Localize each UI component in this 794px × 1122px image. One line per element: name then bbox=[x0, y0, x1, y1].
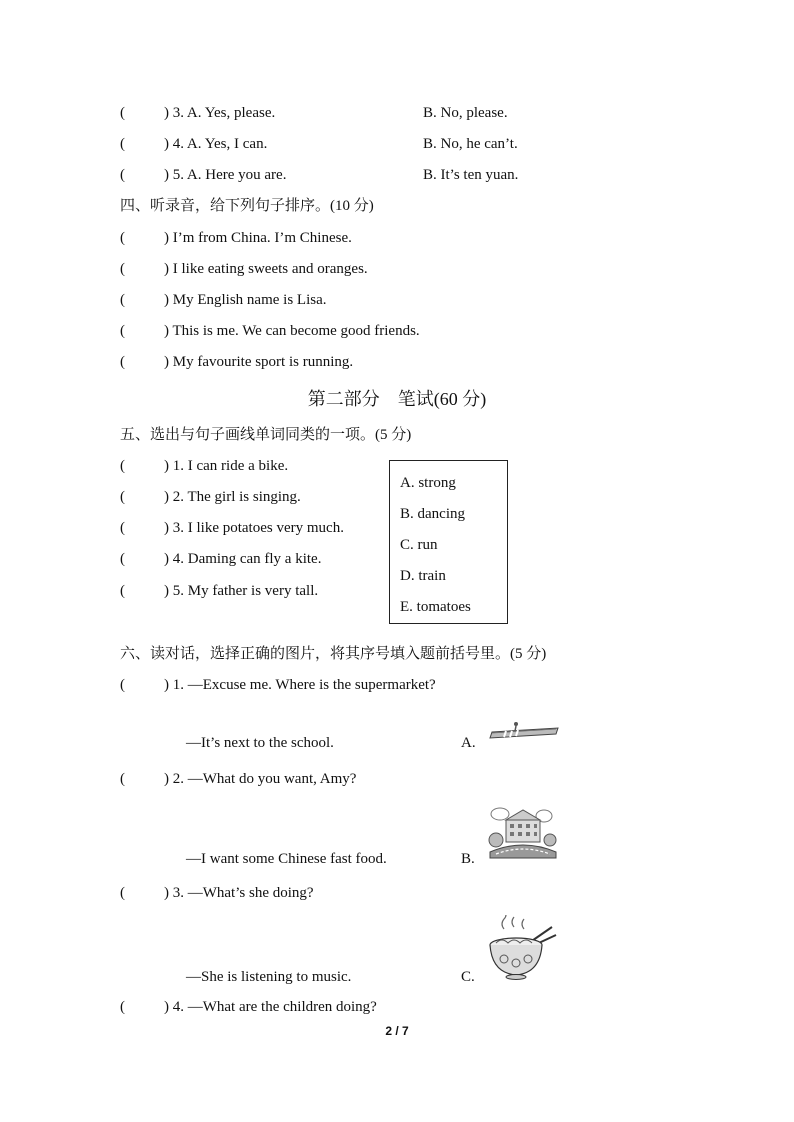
sentence-text: ) 4. Daming can fly a kite. bbox=[164, 551, 322, 567]
question-text: ) 1. —Excuse me. Where is the supermarket? bbox=[164, 677, 436, 693]
question-text: ) 4. A. Yes, I can. bbox=[164, 136, 268, 152]
option-b: B. No, he can’t. bbox=[423, 136, 518, 152]
answer-paren[interactable]: ( bbox=[120, 167, 125, 183]
option-item: B. dancing bbox=[400, 506, 465, 522]
sentence-text: ) 1. I can ride a bike. bbox=[164, 458, 289, 474]
question-row bbox=[120, 519, 344, 537]
question-row bbox=[120, 166, 286, 184]
answer-paren[interactable]: ( bbox=[120, 292, 125, 308]
answer-paren[interactable]: ( bbox=[120, 551, 125, 567]
option-b: B. No, please. bbox=[423, 105, 508, 121]
question-text: ) 3. A. Yes, please. bbox=[164, 105, 276, 121]
question-row bbox=[120, 884, 314, 902]
question-text: ) 4. —What are the children doing? bbox=[164, 999, 377, 1015]
question-row bbox=[120, 457, 288, 475]
answer-paren[interactable]: ( bbox=[120, 136, 125, 152]
answer-paren[interactable]: ( bbox=[120, 354, 125, 370]
answer-text: —She is listening to music. bbox=[186, 969, 352, 985]
answer-paren[interactable]: ( bbox=[120, 771, 125, 787]
option-b: B. It’s ten yuan. bbox=[423, 167, 519, 183]
sentence-text: ) My favourite sport is running. bbox=[164, 354, 354, 370]
answer-paren[interactable]: ( bbox=[120, 323, 125, 339]
question-row bbox=[120, 260, 368, 278]
park-city-icon bbox=[488, 802, 558, 860]
answer-paren[interactable]: ( bbox=[120, 520, 125, 536]
sentence-text: ) I like eating sweets and oranges. bbox=[164, 261, 368, 277]
answer-text: —It’s next to the school. bbox=[186, 735, 334, 751]
question-row bbox=[120, 550, 321, 568]
sentence-text: ) 2. The girl is singing. bbox=[164, 489, 301, 505]
sentence-text: ) 5. My father is very tall. bbox=[164, 583, 319, 599]
option-item: E. tomatoes bbox=[400, 599, 471, 615]
picture-label: B. bbox=[461, 851, 475, 867]
question-row bbox=[120, 488, 301, 506]
question-row bbox=[120, 353, 353, 371]
section-heading: 六、读对话，选择正确的图片，将其序号填入题前括号里。(5 分) bbox=[120, 646, 547, 662]
options-box bbox=[389, 460, 508, 624]
answer-paren[interactable]: ( bbox=[120, 105, 125, 121]
answer-paren[interactable]: ( bbox=[120, 885, 125, 901]
question-row bbox=[120, 998, 377, 1016]
question-row bbox=[120, 291, 326, 309]
question-row bbox=[120, 582, 318, 600]
answer-paren[interactable]: ( bbox=[120, 583, 125, 599]
sentence-text: ) My English name is Lisa. bbox=[164, 292, 327, 308]
sentence-text: ) 3. I like potatoes very much. bbox=[164, 520, 344, 536]
answer-paren[interactable]: ( bbox=[120, 230, 125, 246]
section-heading: 四、听录音，给下列句子排序。(10 分) bbox=[120, 198, 374, 214]
question-row bbox=[120, 135, 267, 153]
section-heading: 五、选出与句子画线单词同类的一项。(5 分) bbox=[120, 427, 412, 443]
question-text: ) 5. A. Here you are. bbox=[164, 167, 287, 183]
question-row bbox=[120, 770, 356, 788]
picture-label: A. bbox=[461, 735, 476, 751]
crosswalk-icon bbox=[488, 720, 560, 742]
sentence-text: ) This is me. We can become good friends. bbox=[164, 323, 420, 339]
part-title: 第二部分 笔试(60 分) bbox=[307, 389, 487, 409]
question-text: ) 2. —What do you want, Amy? bbox=[164, 771, 357, 787]
picture-label: C. bbox=[461, 969, 475, 985]
sentence-text: ) I’m from China. I’m Chinese. bbox=[164, 230, 352, 246]
answer-text: —I want some Chinese fast food. bbox=[186, 851, 387, 867]
option-item: A. strong bbox=[400, 475, 456, 491]
answer-paren[interactable]: ( bbox=[120, 489, 125, 505]
question-row bbox=[120, 322, 420, 340]
option-item: C. run bbox=[400, 537, 438, 553]
option-item: D. train bbox=[400, 568, 446, 584]
page-number: 2 / 7 bbox=[385, 1024, 409, 1038]
answer-paren[interactable]: ( bbox=[120, 458, 125, 474]
answer-paren[interactable]: ( bbox=[120, 677, 125, 693]
answer-paren[interactable]: ( bbox=[120, 999, 125, 1015]
question-text: ) 3. —What’s she doing? bbox=[164, 885, 314, 901]
noodle-bowl-icon bbox=[486, 915, 558, 981]
question-row bbox=[120, 104, 275, 122]
question-row bbox=[120, 229, 352, 247]
question-row bbox=[120, 676, 436, 694]
answer-paren[interactable]: ( bbox=[120, 261, 125, 277]
